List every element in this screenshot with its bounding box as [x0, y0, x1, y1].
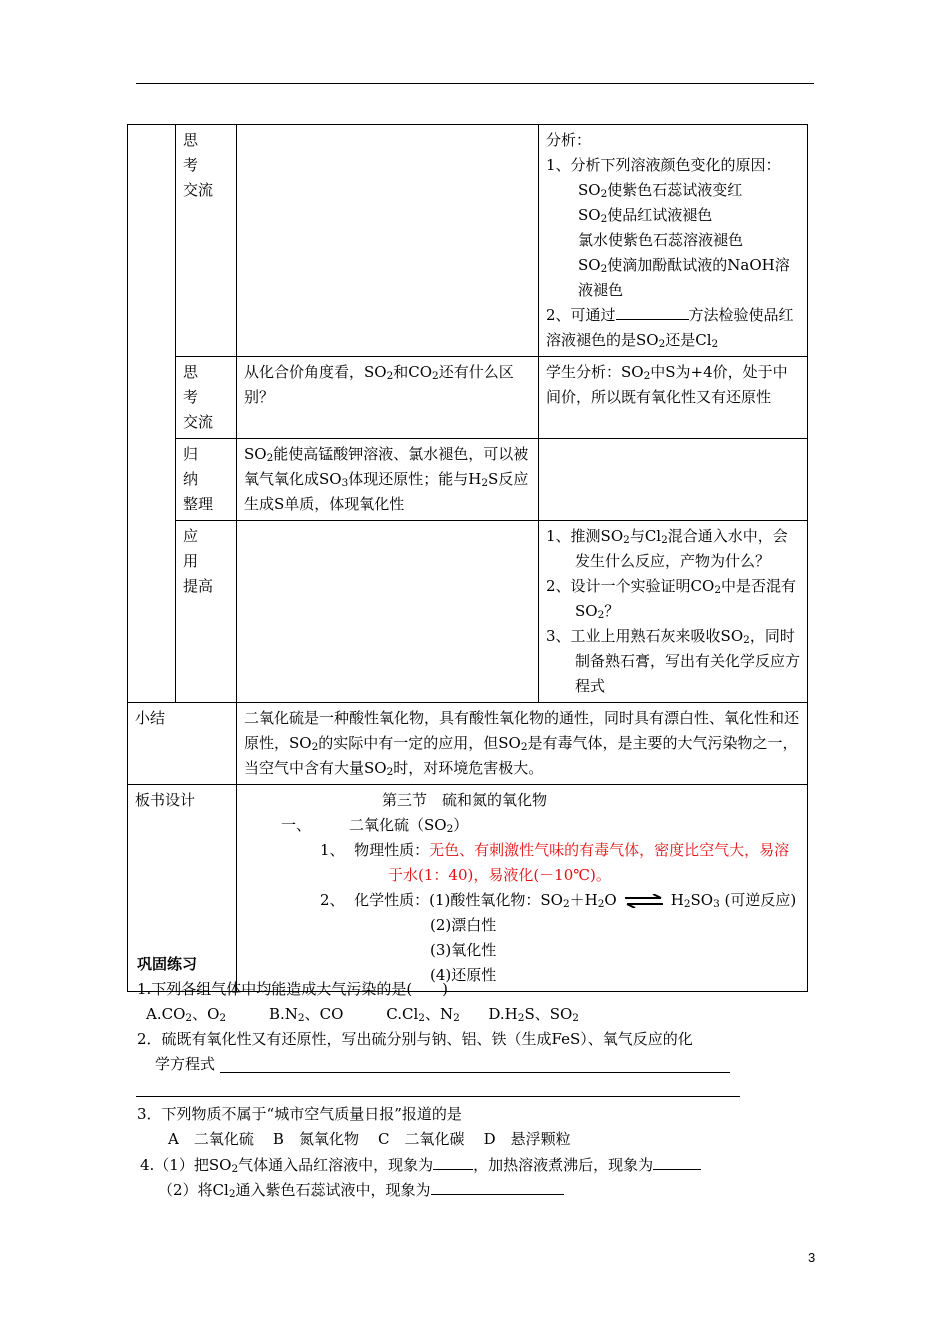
question-2-cont: 学方程式 — [155, 1055, 216, 1073]
page-number: 3 — [808, 1250, 816, 1265]
step-cell: 归 纳 整理 — [176, 439, 237, 521]
summary-label: 小结 — [128, 703, 237, 785]
answer-line — [220, 1072, 730, 1073]
question-4: 4.（1）把$SO_2$气体通入品红溶液中，现象为 ，加热溶液煮沸后，现象为 — [140, 1153, 701, 1176]
question-2: 2．硫既有氧化性又有还原性，写出硫分别与钠、铝、铁（生成FeS）、氧气反应的化 — [137, 1030, 693, 1048]
summary-text: 二氧化硫是一种酸性氧化物，具有酸性氧化物的通性，同时具有漂白性、氧化性和还原性，$SO_2$的实际中有一定的应用，但$SO_2$是有毒气体，是主要的大气污染物之一，当空气中含有大量$SO_2$时，对环境危害极大。 — [237, 703, 808, 785]
student-cell — [539, 439, 808, 521]
step-cell: 思 考 交流 — [176, 357, 237, 439]
header-rule — [136, 83, 814, 84]
lesson-table — [127, 124, 808, 992]
table-row — [128, 357, 808, 439]
table-row — [128, 521, 808, 703]
blank-stage-cell — [128, 125, 176, 703]
student-cell: 学生分析：$SO_2$中S为+4价，处于中间价，所以既有氧化性又有还原性 — [539, 357, 808, 439]
teacher-cell — [237, 125, 539, 357]
board-label: 板书设计 — [128, 785, 237, 992]
physical-properties: 无色、有刺激性气味的有毒气体，密度比空气大，易溶于水(1：40)，易液化(－10℃)。 — [388, 841, 790, 884]
summary-row — [128, 703, 808, 785]
question-3: 3．下列物质不属于“城市空气质量日报”报道的是 — [137, 1105, 462, 1123]
question-1-options: $A.CO_2$、$O_2$ $B.N_2$、CO $C.Cl_2$、$N_2$ $D.H_2S$、$SO_2$ — [146, 1005, 579, 1025]
teacher-cell: $SO_2$能使高锰酸钾溶液、氯水褪色，可以被氧气氧化成$SO_3$体现还原性；能与$H_2S$反应生成S单质，体现氧化性 — [237, 439, 539, 521]
step-cell: 应 用 提高 — [176, 521, 237, 703]
table-row — [128, 439, 808, 521]
teacher-cell: 从化合价角度看，$SO_2$和$CO_2$还有什么区别？ — [237, 357, 539, 439]
board-content: 第三节 硫和氮的氧化物 一、 二氧化硫$(SO_2)$ 1、 物理性质：无色、有刺激性气味的有毒气体，密度比空气大，易溶于水(1：40)，易液化(－10℃)。 2、 化学性质：(1)酸性氧化物：$SO_2+H_2O$ $H_2SO_3$ (可逆反应) (2)漂白性 (3)氧化性 (4)还原性 — [237, 785, 808, 992]
board-row — [128, 785, 808, 992]
step-cell: 思 考 交流 — [176, 125, 237, 357]
question-4-part-2: （2）将$Cl_2$通入紫色石蕊试液中，现象为 — [158, 1178, 564, 1201]
table-row — [128, 125, 808, 357]
exercise-title: 巩固练习 — [137, 955, 198, 973]
question-3-options: A 二氧化硫 B 氮氧化物 C 二氧化碳 D 悬浮颗粒 — [168, 1130, 571, 1148]
board-title: 第三节 硫和氮的氧化物 — [382, 791, 548, 809]
question-1: 1.下列各组气体中均能造成大气污染的是( ) — [137, 980, 449, 998]
reversible-arrow-icon — [623, 894, 665, 908]
student-cell: 分析： 1、分析下列溶液颜色变化的原因： $SO_2$使紫色石蕊试液变红 $SO_2$使品红试液褪色 氯水使紫色石蕊溶液褪色 $SO_2$使滴加酚酞试液的NaOH溶液褪色 2、可通过 方法检验使品红溶液褪色的是$SO_2$还是$Cl_2$ — [539, 125, 808, 357]
student-cell: 1、推测$SO_2$与$Cl_2$混合通入水中，会发生什么反应，产物为什么？ 2、设计一个实验证明$CO_2$中是否混有$SO_2$？ 3、工业上用熟石灰来吸收$SO_2$，同时制备熟石膏，写出有关化学反应方程式 — [539, 521, 808, 703]
teacher-cell — [237, 521, 539, 703]
answer-line — [136, 1096, 740, 1097]
